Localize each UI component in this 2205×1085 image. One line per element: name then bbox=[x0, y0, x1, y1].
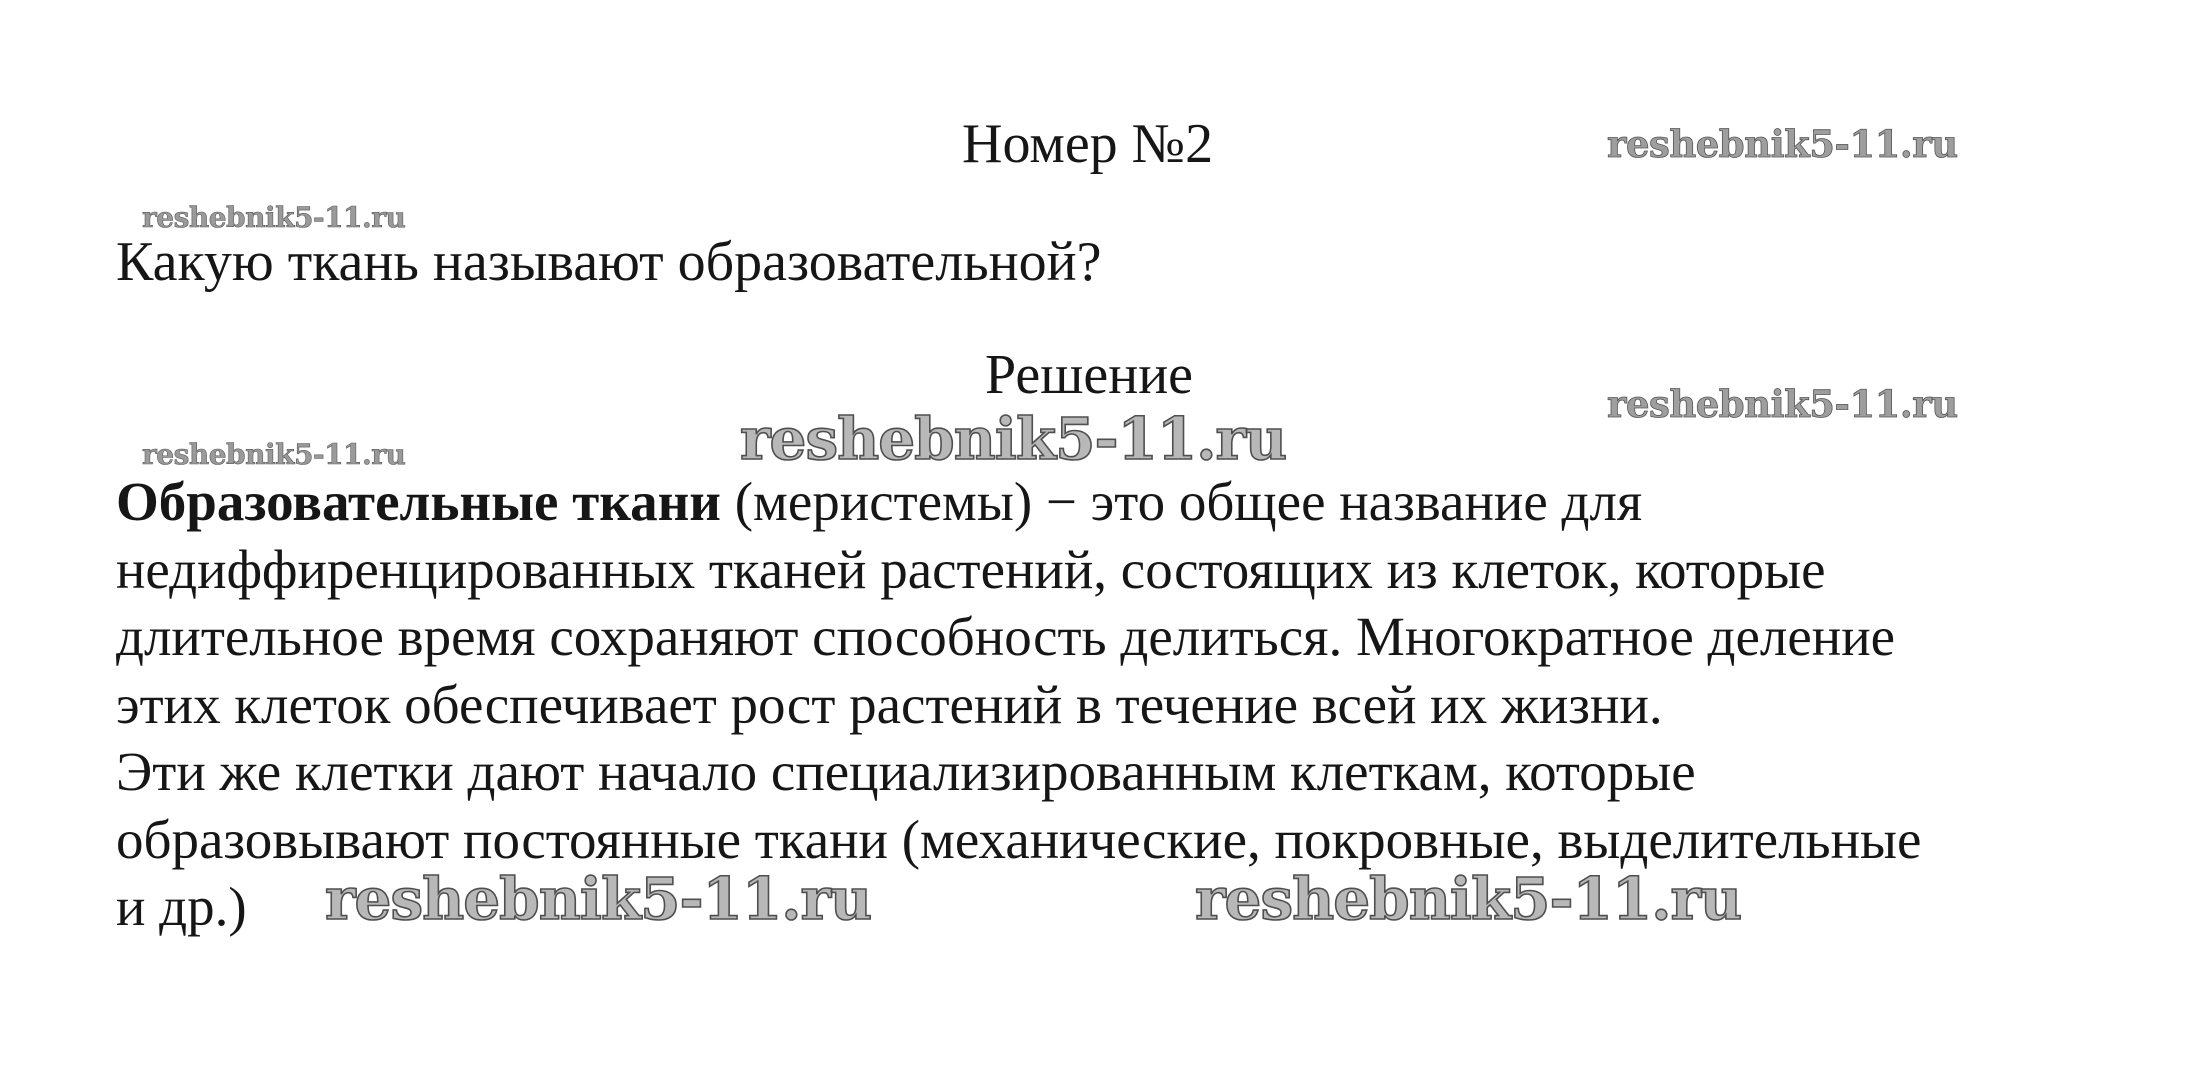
answer-line: длительное время сохраняют способность делиться. Многократное деление bbox=[116, 606, 1896, 667]
solution-heading: Решение bbox=[985, 344, 1194, 406]
answer-line bbox=[116, 468, 2166, 536]
answer-paragraph bbox=[116, 468, 2166, 941]
answer-line: этих клеток обеспечивает рост растений в течение всей их жизни. bbox=[116, 673, 1663, 735]
watermark-stamp: reshebnik5-11.ru bbox=[1607, 122, 1958, 166]
answer-line: Эти же клетки дают начало специализированным клеткам, которые bbox=[116, 741, 1696, 802]
question-text: Какую ткань называют образовательной? bbox=[116, 231, 1102, 293]
task-number-heading: Номер №2 bbox=[962, 113, 1214, 175]
answer-line: недиффиренцированных тканей растений, состоящих из клеток, которые bbox=[116, 538, 1826, 600]
answer-line: и др.) bbox=[116, 876, 247, 937]
answer-line-text: (меристемы) − это общее название для bbox=[720, 471, 1643, 532]
watermark-stamp: reshebnik5-11.ru bbox=[142, 201, 406, 234]
answer-term: Образовательные ткани bbox=[116, 471, 721, 532]
watermark-stamp: reshebnik5-11.ru bbox=[740, 405, 1287, 473]
watermark-stamp: reshebnik5-11.ru bbox=[1195, 865, 1742, 933]
watermark-stamp: reshebnik5-11.ru bbox=[1607, 382, 1958, 426]
watermark-stamp: reshebnik5-11.ru bbox=[325, 865, 872, 933]
watermark-stamp: reshebnik5-11.ru bbox=[142, 438, 406, 471]
answer-line: образовывают постоянные ткани (механические, покровные, выделительные bbox=[116, 808, 1922, 870]
